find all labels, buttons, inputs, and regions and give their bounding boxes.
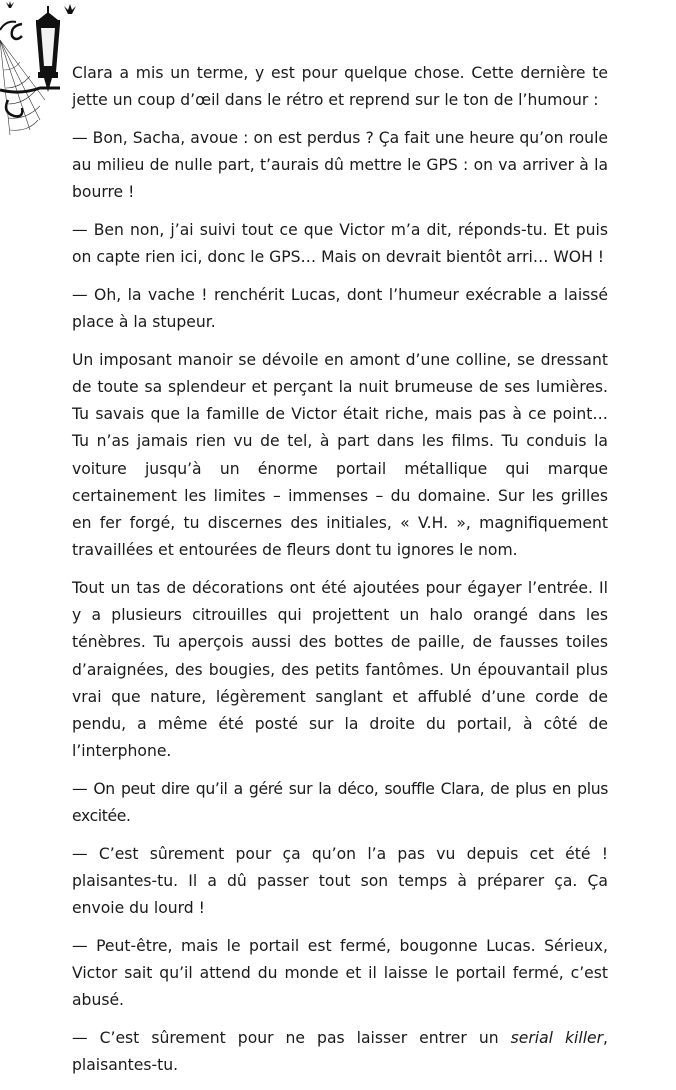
final-paragraph — [72, 1025, 608, 1079]
paragraph: Tout un tas de décorations ont été ajoutées pour égayer l’entrée. Il y a plusieurs citrouilles qui projettent un halo orangé dans les ténèbres. Tu aperçois aussi des bottes de paille, de fausses toiles d’araignées, des bougies, des petits fantômes. Un épouvantail plus vrai que nature, légèrement sanglant et affublé d’une corde de pendu, a même été posté sur la droite du portail, à côté de l’interphone. — [72, 578, 608, 761]
paragraph: — Bon, Sacha, avoue : on est perdus ? Ça fait une heure qu’on roule au milieu de nulle part, t’aurais dû mettre le GPS : on va arriver à la bourre ! — [72, 128, 608, 202]
emphasized-phrase: serial killer — [510, 1029, 604, 1047]
paragraph: — C’est sûrement pour ça qu’on l’a pas vu depuis cet été ! plaisantes-tu. Il a dû passer tout son temps à préparer ça. Ça envoie du lourd ! — [72, 844, 608, 918]
page-text-block — [72, 60, 608, 1090]
paragraph: — Oh, la vache ! renchérit Lucas, dont l’humeur exécrable a laissé place à la stupeur. — [72, 285, 608, 332]
paragraph: — Peut-être, mais le portail est fermé, bougonne Lucas. Sérieux, Victor sait qu’il attend du monde et il laisse le portail fermé, c’est abusé. — [72, 936, 608, 1010]
paragraph: Clara a mis un terme, y est pour quelque chose. Cette dernière te jette un coup d’œil dans le rétro et reprend sur le ton de l’humour : — [72, 64, 608, 110]
final-line-start: — C’est sûrement pour ne pas laisser entrer un — [72, 1029, 511, 1047]
paragraph: — Ben non, j’ai suivi tout ce que Victor m’a dit, réponds-tu. Et puis on capte rien ici, donc le GPS… Mais on devrait bientôt arri… WOH ! — [72, 221, 608, 267]
paragraph: — On peut dire qu’il a géré sur la déco, souffle Clara, de plus en plus excitée. — [72, 779, 608, 826]
final-line-end: , plaisantes-tu. — [72, 1029, 608, 1075]
paragraph: Un imposant manoir se dévoile en amont d’une colline, se dressant de toute sa splendeur et perçant la nuit brumeuse de ses lumières. Tu savais que la famille de Victor était riche, mais pas à ce point… Tu n’as jamais rien vu de tel, à part dans les films. Tu conduis la voiture jusqu’à un énorme portail métallique qui marque certainement les limites – immenses – du domaine. Sur les grilles en fer forgé, tu discernes des initiales, « V.H. », magnifiquement travaillées et entourées de fleurs dont tu ignores le nom. — [72, 350, 608, 560]
